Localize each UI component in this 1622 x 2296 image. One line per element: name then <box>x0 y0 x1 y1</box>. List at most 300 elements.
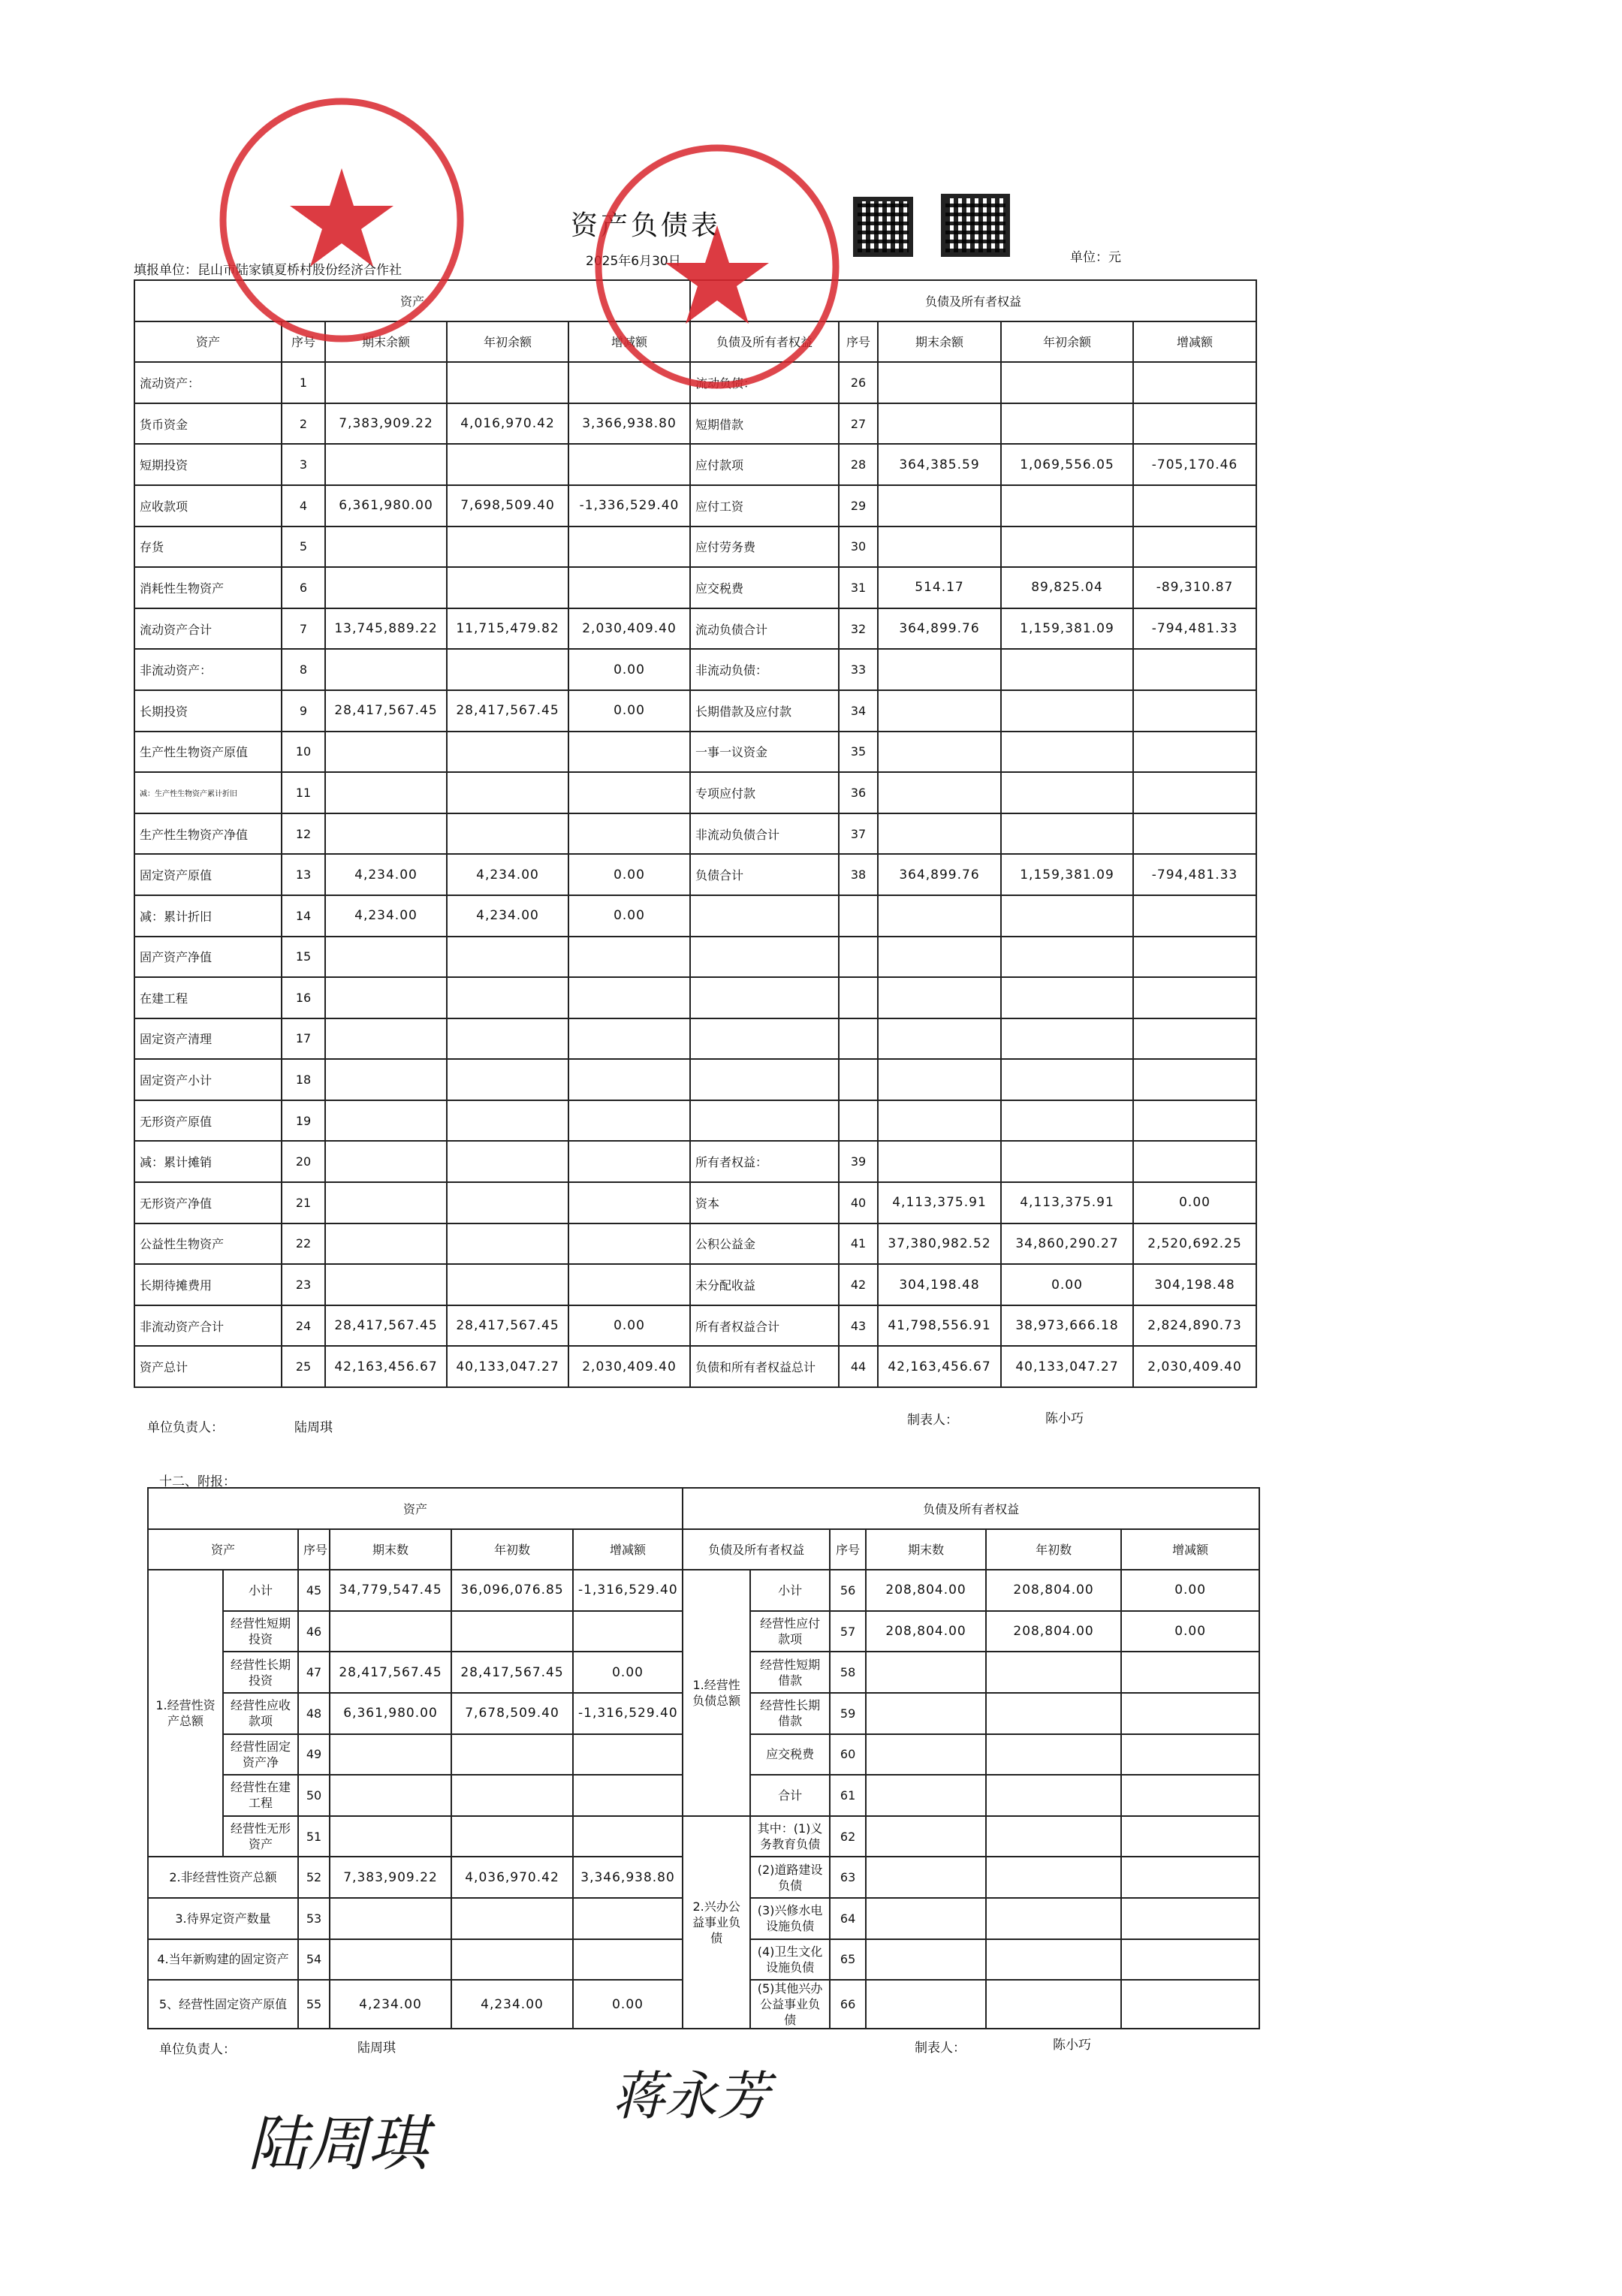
column-header: 增减额 <box>1133 321 1256 363</box>
table-cell: 5 <box>282 526 325 568</box>
table-cell: 0.00 <box>573 1980 683 2029</box>
row-label: 4.当年新购建的固定资产 <box>148 1939 298 1981</box>
group-header-row <box>148 1488 1259 1529</box>
column-header: 序号 <box>839 321 878 363</box>
row-label: 小计 <box>750 1570 830 1611</box>
table-cell: 13,745,889.22 <box>325 608 447 650</box>
table-cell: 流动资产： <box>134 362 282 403</box>
report-date: 2025年6月30日 <box>586 254 681 269</box>
table-cell: 15 <box>282 937 325 978</box>
table-cell <box>1001 526 1133 568</box>
table-row <box>134 1264 1256 1305</box>
table-cell <box>1133 690 1256 732</box>
table-cell <box>1001 690 1133 732</box>
row-index: 45 <box>298 1570 330 1611</box>
table-cell: 28,417,567.45 <box>325 690 447 732</box>
table-cell <box>986 1693 1121 1734</box>
row-label: (3)兴修水电设施负债 <box>750 1898 830 1939</box>
row-index: 49 <box>298 1734 330 1776</box>
table-cell: 14 <box>282 895 325 937</box>
table-cell <box>1133 937 1256 978</box>
table-cell: 公益性生物资产 <box>134 1223 282 1265</box>
row-index: 52 <box>298 1857 330 1898</box>
row-label: 3.待界定资产数量 <box>148 1898 298 1939</box>
table-cell: 负债合计 <box>690 854 839 895</box>
table-cell: 27 <box>839 403 878 445</box>
table-cell <box>325 1018 447 1060</box>
table-cell: 非流动负债合计 <box>690 813 839 855</box>
table-cell <box>447 567 568 608</box>
table-cell: 0.00 <box>568 854 690 895</box>
row-label: 经营性固定资产净 <box>223 1734 298 1776</box>
table-row <box>148 1816 1259 1857</box>
table-cell: 42,163,456.67 <box>325 1346 447 1387</box>
table-cell <box>568 444 690 485</box>
table-cell: 资本 <box>690 1182 839 1223</box>
table-cell <box>1121 1816 1259 1857</box>
table-cell <box>690 1018 839 1060</box>
table-cell: 0.00 <box>1121 1611 1259 1652</box>
table-cell <box>568 937 690 978</box>
table-cell <box>866 1980 986 2029</box>
table-row <box>134 403 1256 445</box>
row-index: 47 <box>298 1652 330 1693</box>
row-index: 56 <box>830 1570 866 1611</box>
qr-code-icon <box>941 194 1010 257</box>
table-cell: 负债和所有者权益总计 <box>690 1346 839 1387</box>
column-header: 增减额 <box>568 321 690 363</box>
table-cell: 生产性生物资产原值 <box>134 732 282 773</box>
table-cell: 29 <box>839 485 878 526</box>
table-cell <box>878 1141 1001 1182</box>
table-cell <box>325 1141 447 1182</box>
table-cell: 40 <box>839 1182 878 1223</box>
table-cell: 消耗性生物资产 <box>134 567 282 608</box>
table-cell <box>1121 1775 1259 1816</box>
table-cell: 减：累计折旧 <box>134 895 282 937</box>
table-cell: 34,860,290.27 <box>1001 1223 1133 1265</box>
table-cell: 3,366,938.80 <box>568 403 690 445</box>
table-cell <box>986 1734 1121 1776</box>
table-cell: 34,779,547.45 <box>330 1570 451 1611</box>
table-cell <box>1133 403 1256 445</box>
table-cell: 0.00 <box>573 1652 683 1693</box>
column-header: 序号 <box>298 1529 330 1570</box>
row-label: 经营性短期借款 <box>750 1652 830 1693</box>
row-label: (5)其他兴办公益事业负债 <box>750 1980 830 2029</box>
row-index: 55 <box>298 1980 330 2029</box>
table-cell <box>325 362 447 403</box>
table-cell: 11 <box>282 772 325 813</box>
table-cell: 非流动负债： <box>690 649 839 690</box>
table-cell <box>573 1816 683 1857</box>
table-cell <box>568 526 690 568</box>
table-cell <box>325 1223 447 1265</box>
qr-code-icon <box>853 197 913 257</box>
liab-group-header: 负债及所有者权益 <box>683 1488 1259 1529</box>
table-cell <box>878 1100 1001 1142</box>
table-cell <box>986 1857 1121 1898</box>
table-cell: 41 <box>839 1223 878 1265</box>
table-cell: 35 <box>839 732 878 773</box>
unit-label: 填报单位：昆山市陆家镇夏桥村股份经济合作社 <box>134 263 402 278</box>
column-header: 期末余额 <box>325 321 447 363</box>
table-cell <box>447 1059 568 1100</box>
table-cell: 28,417,567.45 <box>447 1305 568 1347</box>
table-cell: 2,030,409.40 <box>568 608 690 650</box>
table-cell <box>1133 895 1256 937</box>
table-cell <box>1121 1734 1259 1776</box>
table-cell <box>325 1182 447 1223</box>
responsible-name: 陆周琪 <box>294 1420 333 1435</box>
table-cell: 6,361,980.00 <box>325 485 447 526</box>
table-cell <box>447 1141 568 1182</box>
table-cell: 所有者权益： <box>690 1141 839 1182</box>
table-cell <box>447 1264 568 1305</box>
row-label: 经营性在建工程 <box>223 1775 298 1816</box>
row-label: 小计 <box>223 1570 298 1611</box>
table-cell <box>325 1264 447 1305</box>
table-cell: 31 <box>839 567 878 608</box>
table-cell: 4,036,970.42 <box>451 1857 573 1898</box>
table-cell: 1 <box>282 362 325 403</box>
table-cell <box>986 1816 1121 1857</box>
table-cell: 无形资产原值 <box>134 1100 282 1142</box>
table-cell: 364,385.59 <box>878 444 1001 485</box>
row-index: 57 <box>830 1611 866 1652</box>
table-cell: 4,016,970.42 <box>447 403 568 445</box>
column-header: 期末余额 <box>878 321 1001 363</box>
table-cell: 4,234.00 <box>325 895 447 937</box>
table-cell: 9 <box>282 690 325 732</box>
table-cell: 资产总计 <box>134 1346 282 1387</box>
row-index: 59 <box>830 1693 866 1734</box>
table-cell: -1,316,529.40 <box>573 1570 683 1611</box>
table-cell: 7,383,909.22 <box>330 1857 451 1898</box>
table-cell: 36,096,076.85 <box>451 1570 573 1611</box>
table-cell: 28,417,567.45 <box>451 1652 573 1693</box>
table-cell: 43 <box>839 1305 878 1347</box>
table-cell <box>1121 1652 1259 1693</box>
table-cell: 13 <box>282 854 325 895</box>
table-cell: 专项应付款 <box>690 772 839 813</box>
table-cell: 应交税费 <box>690 567 839 608</box>
responsible-label: 单位负责人： <box>147 1420 224 1435</box>
table-cell: 42,163,456.67 <box>878 1346 1001 1387</box>
row-label: 经营性短期投资 <box>223 1611 298 1652</box>
table-cell: 固定资产小计 <box>134 1059 282 1100</box>
table-cell: 6 <box>282 567 325 608</box>
table-cell <box>330 1898 451 1939</box>
table-cell: 非流动资产合计 <box>134 1305 282 1347</box>
table-cell <box>1133 1018 1256 1060</box>
table-cell: 2 <box>282 403 325 445</box>
table-row <box>134 1182 1256 1223</box>
table-cell: 25 <box>282 1346 325 1387</box>
table-cell: 208,804.00 <box>866 1611 986 1652</box>
table-cell: 2,030,409.40 <box>568 1346 690 1387</box>
table-cell: -1,336,529.40 <box>568 485 690 526</box>
table-cell <box>573 1939 683 1981</box>
table-cell: 304,198.48 <box>1133 1264 1256 1305</box>
table-cell: 44 <box>839 1346 878 1387</box>
table-cell <box>447 1223 568 1265</box>
table-cell: 固产资产净值 <box>134 937 282 978</box>
table-cell: 38 <box>839 854 878 895</box>
table-cell <box>878 1018 1001 1060</box>
table-cell <box>447 977 568 1018</box>
row-index: 48 <box>298 1693 330 1734</box>
table-cell: 30 <box>839 526 878 568</box>
table-cell: 0.00 <box>1001 1264 1133 1305</box>
table-cell: 0.00 <box>568 895 690 937</box>
row-index: 64 <box>830 1898 866 1939</box>
table-cell: 应付工资 <box>690 485 839 526</box>
table-cell <box>1001 1018 1133 1060</box>
table-cell <box>1001 1100 1133 1142</box>
table-cell: 长期投资 <box>134 690 282 732</box>
table-cell: 所有者权益合计 <box>690 1305 839 1347</box>
table-cell: 未分配收益 <box>690 1264 839 1305</box>
table-row <box>134 444 1256 485</box>
table-cell <box>451 1816 573 1857</box>
row-index: 60 <box>830 1734 866 1776</box>
table-row <box>134 732 1256 773</box>
table-cell: 38,973,666.18 <box>1001 1305 1133 1347</box>
row-index: 65 <box>830 1939 866 1981</box>
table-row <box>134 567 1256 608</box>
table-cell <box>325 813 447 855</box>
column-header: 序号 <box>282 321 325 363</box>
table-cell: 7,383,909.22 <box>325 403 447 445</box>
table-cell: 2,030,409.40 <box>1133 1346 1256 1387</box>
maker-label: 制表人： <box>907 1413 958 1428</box>
table-cell: 11,715,479.82 <box>447 608 568 650</box>
table-cell: 28,417,567.45 <box>330 1652 451 1693</box>
table-cell: 应付款项 <box>690 444 839 485</box>
table-cell <box>325 526 447 568</box>
table-cell: 8 <box>282 649 325 690</box>
table-cell: 一事一议资金 <box>690 732 839 773</box>
table-cell: 短期借款 <box>690 403 839 445</box>
table-cell: -89,310.87 <box>1133 567 1256 608</box>
table-cell: 89,825.04 <box>1001 567 1133 608</box>
table-cell: 4,234.00 <box>447 854 568 895</box>
table-cell: 固定资产清理 <box>134 1018 282 1060</box>
table-cell <box>1001 977 1133 1018</box>
table-cell <box>878 732 1001 773</box>
table-cell <box>568 732 690 773</box>
table-cell <box>866 1693 986 1734</box>
table-cell <box>878 485 1001 526</box>
table-cell <box>1133 1141 1256 1182</box>
table-cell <box>866 1652 986 1693</box>
assets-group-header: 资产 <box>134 280 690 321</box>
table-cell: -794,481.33 <box>1133 608 1256 650</box>
table-cell <box>690 1059 839 1100</box>
table-cell <box>1001 485 1133 526</box>
table-cell <box>447 362 568 403</box>
table-cell: 流动负债： <box>690 362 839 403</box>
row-index: 62 <box>830 1816 866 1857</box>
table-cell: 20 <box>282 1141 325 1182</box>
table-cell <box>690 977 839 1018</box>
row-label: 经营性长期投资 <box>223 1652 298 1693</box>
table-cell: 4,234.00 <box>447 895 568 937</box>
table-cell: 0.00 <box>568 1305 690 1347</box>
table-cell: 12 <box>282 813 325 855</box>
seal-stamp-left <box>218 96 466 344</box>
table-cell <box>447 1182 568 1223</box>
table-row <box>134 1100 1256 1142</box>
table-cell: 22 <box>282 1223 325 1265</box>
table-cell <box>1001 1059 1133 1100</box>
table-row <box>148 1570 1259 1611</box>
responsible-name-2: 陆周琪 <box>357 2041 396 2056</box>
table-cell <box>325 732 447 773</box>
table-cell <box>447 526 568 568</box>
table-cell: 7,698,509.40 <box>447 485 568 526</box>
table-cell <box>1001 362 1133 403</box>
table-cell <box>1001 403 1133 445</box>
column-header: 期末数 <box>330 1529 451 1570</box>
appendix-title: 十二、附报： <box>159 1474 236 1489</box>
row-label: 应交税费 <box>750 1734 830 1776</box>
table-cell: 1,159,381.09 <box>1001 854 1133 895</box>
table-cell <box>1133 1100 1256 1142</box>
row-index: 63 <box>830 1857 866 1898</box>
column-header-row <box>148 1529 1259 1570</box>
table-cell: 4,234.00 <box>451 1980 573 2029</box>
table-cell: 26 <box>839 362 878 403</box>
table-cell: 40,133,047.27 <box>447 1346 568 1387</box>
responsible-label-2: 单位负责人： <box>159 2042 236 2057</box>
table-cell <box>573 1611 683 1652</box>
table-cell <box>690 895 839 937</box>
table-cell <box>1001 813 1133 855</box>
table-cell <box>1001 895 1133 937</box>
column-header: 年初数 <box>451 1529 573 1570</box>
table-cell <box>447 1100 568 1142</box>
table-cell: 3 <box>282 444 325 485</box>
table-cell <box>451 1898 573 1939</box>
table-row <box>134 526 1256 568</box>
table-row <box>134 1018 1256 1060</box>
table-cell <box>878 813 1001 855</box>
table-cell: 17 <box>282 1018 325 1060</box>
table-cell <box>568 813 690 855</box>
table-cell <box>878 977 1001 1018</box>
table-row <box>134 1346 1256 1387</box>
table-cell: 长期借款及应付款 <box>690 690 839 732</box>
table-cell: 流动资产合计 <box>134 608 282 650</box>
table-cell <box>690 937 839 978</box>
table-cell <box>325 937 447 978</box>
table-cell: 16 <box>282 977 325 1018</box>
table-cell: 19 <box>282 1100 325 1142</box>
balance-sheet-table <box>134 279 1257 1388</box>
table-cell <box>325 567 447 608</box>
table-cell <box>325 1059 447 1100</box>
table-cell <box>451 1775 573 1816</box>
row-label: 5、经营性固定资产原值 <box>148 1980 298 2029</box>
row-index: 50 <box>298 1775 330 1816</box>
table-row <box>134 977 1256 1018</box>
table-cell <box>568 1264 690 1305</box>
column-header: 负债及所有者权益 <box>690 321 839 363</box>
table-cell <box>878 1059 1001 1100</box>
table-cell <box>330 1775 451 1816</box>
table-cell: 公积公益金 <box>690 1223 839 1265</box>
table-cell: 514.17 <box>878 567 1001 608</box>
table-cell: 33 <box>839 649 878 690</box>
column-header: 增减额 <box>573 1529 683 1570</box>
column-header: 年初余额 <box>447 321 568 363</box>
table-cell <box>878 649 1001 690</box>
table-cell <box>878 690 1001 732</box>
table-row <box>134 937 1256 978</box>
table-row <box>134 485 1256 526</box>
table-cell: 6,361,980.00 <box>330 1693 451 1734</box>
table-cell: 7,678,509.40 <box>451 1693 573 1734</box>
table-cell <box>878 937 1001 978</box>
table-cell: 208,804.00 <box>986 1570 1121 1611</box>
table-cell <box>986 1898 1121 1939</box>
table-cell <box>330 1939 451 1981</box>
table-cell: 4,113,375.91 <box>878 1182 1001 1223</box>
table-cell <box>878 895 1001 937</box>
table-cell: 4,234.00 <box>330 1980 451 2029</box>
handwritten-signature-1: 陆周琪 <box>248 2109 428 2179</box>
table-cell: 短期投资 <box>134 444 282 485</box>
table-cell: 28,417,567.45 <box>325 1305 447 1347</box>
table-cell <box>1001 1141 1133 1182</box>
table-cell <box>325 444 447 485</box>
table-row <box>134 690 1256 732</box>
table-row <box>134 649 1256 690</box>
table-cell <box>447 772 568 813</box>
handwritten-signature-2: 蒋永芳 <box>612 2065 770 2127</box>
row-index: 54 <box>298 1939 330 1981</box>
table-cell <box>1001 937 1133 978</box>
table-cell <box>878 526 1001 568</box>
table-cell <box>325 772 447 813</box>
table-cell <box>1133 732 1256 773</box>
table-row <box>134 1141 1256 1182</box>
table-cell: -705,170.46 <box>1133 444 1256 485</box>
table-cell: 4,234.00 <box>325 854 447 895</box>
table-cell: 应收款项 <box>134 485 282 526</box>
table-cell: 40,133,047.27 <box>1001 1346 1133 1387</box>
table-cell: 长期待摊费用 <box>134 1264 282 1305</box>
table-cell <box>447 649 568 690</box>
table-cell <box>1001 649 1133 690</box>
table-cell: 18 <box>282 1059 325 1100</box>
table-cell: 36 <box>839 772 878 813</box>
table-row <box>134 1223 1256 1265</box>
table-cell: 23 <box>282 1264 325 1305</box>
table-cell <box>839 1100 878 1142</box>
table-cell: 21 <box>282 1182 325 1223</box>
table-cell: 37 <box>839 813 878 855</box>
table-cell <box>1133 526 1256 568</box>
liab-group-header: 负债及所有者权益 <box>690 280 1256 321</box>
table-cell <box>866 1857 986 1898</box>
table-cell <box>1121 1693 1259 1734</box>
table-cell <box>986 1980 1121 2029</box>
table-cell <box>447 813 568 855</box>
table-cell <box>568 1223 690 1265</box>
